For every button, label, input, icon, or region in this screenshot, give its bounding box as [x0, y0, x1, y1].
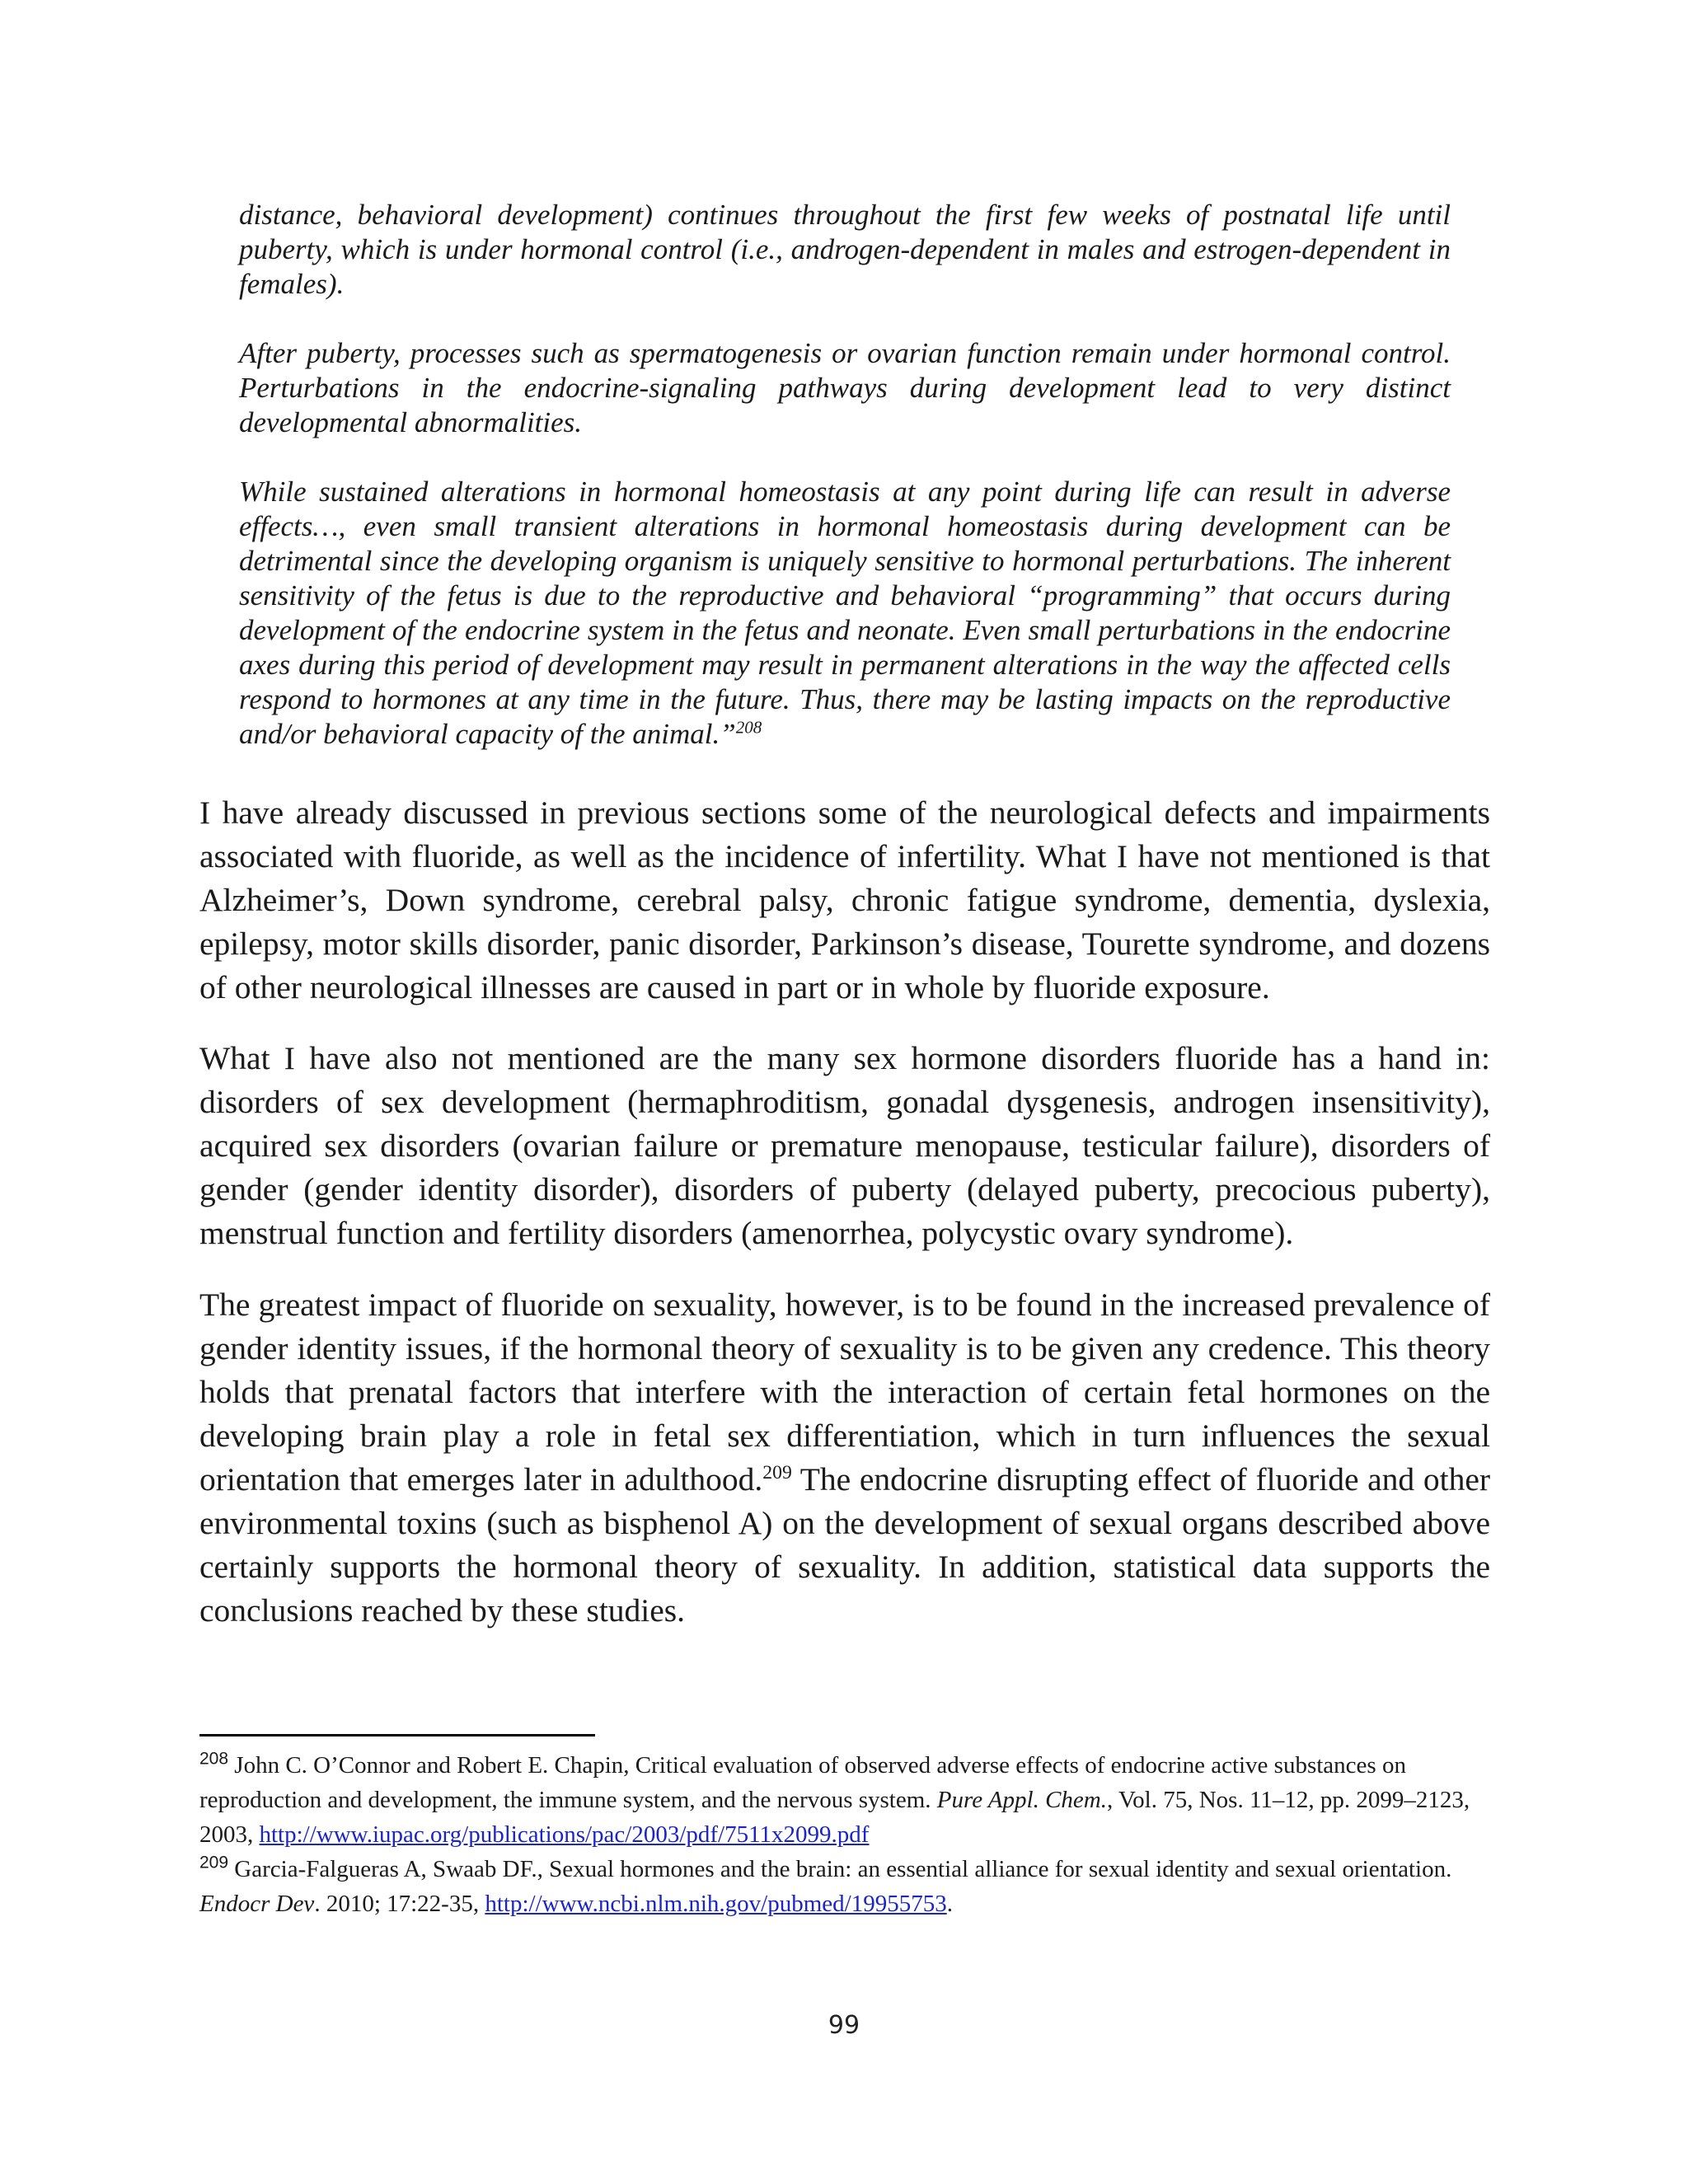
body-paragraph-2: What I have also not mentioned are the many sex hormone disorders fluoride has a hand in: disorders of sex development (hermaphroditism, gonadal dysgenesis, androgen insensitivity), acquired sex disorders (ovarian failure or premature menopause, testicular failure), disorders of gender (gender identity disorder), disorders of puberty (delayed puberty, precocious puberty), menstrual function and fertility disorders (amenorrhea, polycystic ovary syndrome). — [199, 1040, 1490, 1251]
block-quote-paragraph-2: After puberty, processes such as spermatogenesis or ovarian function remain under hormonal control. Perturbations in the endocrine-signaling pathways during development lead to very distinct developmental abnormalities. — [239, 337, 1451, 438]
footnote-link[interactable]: http://www.iupac.org/publications/pac/2003/pdf/7511x2099.pdf — [259, 1821, 870, 1848]
body-paragraph-1: I have already discussed in previous sections some of the neurological defects and impairments associated with fluoride, as well as the incidence of infertility. What I have not mentioned is that Alzheimer’s, Down syndrome, cerebral palsy, chronic fatigue syndrome, dementia, dyslexia, epilepsy, motor skills disorder, panic disorder, Parkinson’s disease, Tourette syndrome, and dozens of other neurological illnesses are caused in part or in whole by fluoride exposure. — [199, 794, 1490, 1005]
block-quote-paragraph-3 — [239, 475, 1451, 752]
block-quote-paragraph-1: distance, behavioral development) continues throughout the first few weeks of postnatal life until puberty, which is under hormonal control (i.e., androgen-dependent in males and estrogen-dependent in females). — [239, 199, 1451, 300]
footnote-details: , Vol. 75, Nos. 11–12, pp. 2099–2123, 2003, — [199, 1787, 1470, 1848]
footnote-text: Garcia-Falgueras A, Swaab DF., Sexual hormones and the brain: an essential alliance for sexual identity and sexual orientation. — [234, 1856, 1452, 1882]
block-quote-text: While sustained alterations in hormonal homeostasis at any point during life can result in adverse effects…, even small transient alterations in hormonal homeostasis during development can be detrimental since the developing organism is uniquely sensitive to hormonal perturbations. The inherent sensitivity of the fetus is due to the reproductive and behavioral “programming” that occurs during development of the endocrine system in the fetus and neonate. Even small perturbations in the endocrine axes during this period of development may result in permanent alterations in the way the affected cells respond to hormones at any time in the future. Thus, there may be lasting impacts on the reproductive and/or behavioral capacity of the animal.” — [239, 476, 1451, 750]
footnote-journal: Pure Appl. Chem. — [936, 1787, 1107, 1813]
body-paragraph-3-part-2: The endocrine disrupting effect of fluoride and other environmental toxins (such as bisphenol A) on the development of sexual organs described above certainly supports the hormonal theory of sexuality. In addition, statistical data supports the conclusions reached by these studies. — [199, 1461, 1490, 1629]
footnote-number: 208 — [199, 1749, 229, 1769]
footnote-text: John C. O’Connor and Robert E. Chapin, Critical evaluation of observed adverse effects of endocrine active substances on reproduction and development, the immune system, and the nervous system. — [199, 1752, 1406, 1813]
footnote-ref-208[interactable]: 208 — [735, 717, 762, 738]
body-paragraph-3-part-1: The greatest impact of fluoride on sexuality, however, is to be found in the increased prevalence of gender identity issues, if the hormonal theory of sexuality is to be given any credence. This theory holds that prenatal factors that interfere with the interaction of certain fetal hormones on the developing brain play a role in fetal sex differentiation, which in turn influences the sexual orientation that emerges later in adulthood. — [199, 1286, 1490, 1497]
footnote-journal: Endocr Dev — [199, 1891, 315, 1917]
footnote-trail: . — [946, 1891, 953, 1917]
footnote-209 — [199, 1852, 1485, 1921]
footnote-number: 209 — [199, 1853, 229, 1872]
page-number: 99 — [828, 2011, 860, 2040]
footnote-208 — [199, 1748, 1485, 1852]
footnote-details: . 2010; 17:22-35, — [314, 1891, 485, 1917]
body-paragraph-3 — [199, 1283, 1490, 1633]
footnote-ref-209[interactable]: 209 — [762, 1461, 792, 1483]
footnote-link[interactable]: http://www.ncbi.nlm.nih.gov/pubmed/19955753 — [485, 1891, 947, 1917]
footnote-separator — [199, 1734, 595, 1736]
